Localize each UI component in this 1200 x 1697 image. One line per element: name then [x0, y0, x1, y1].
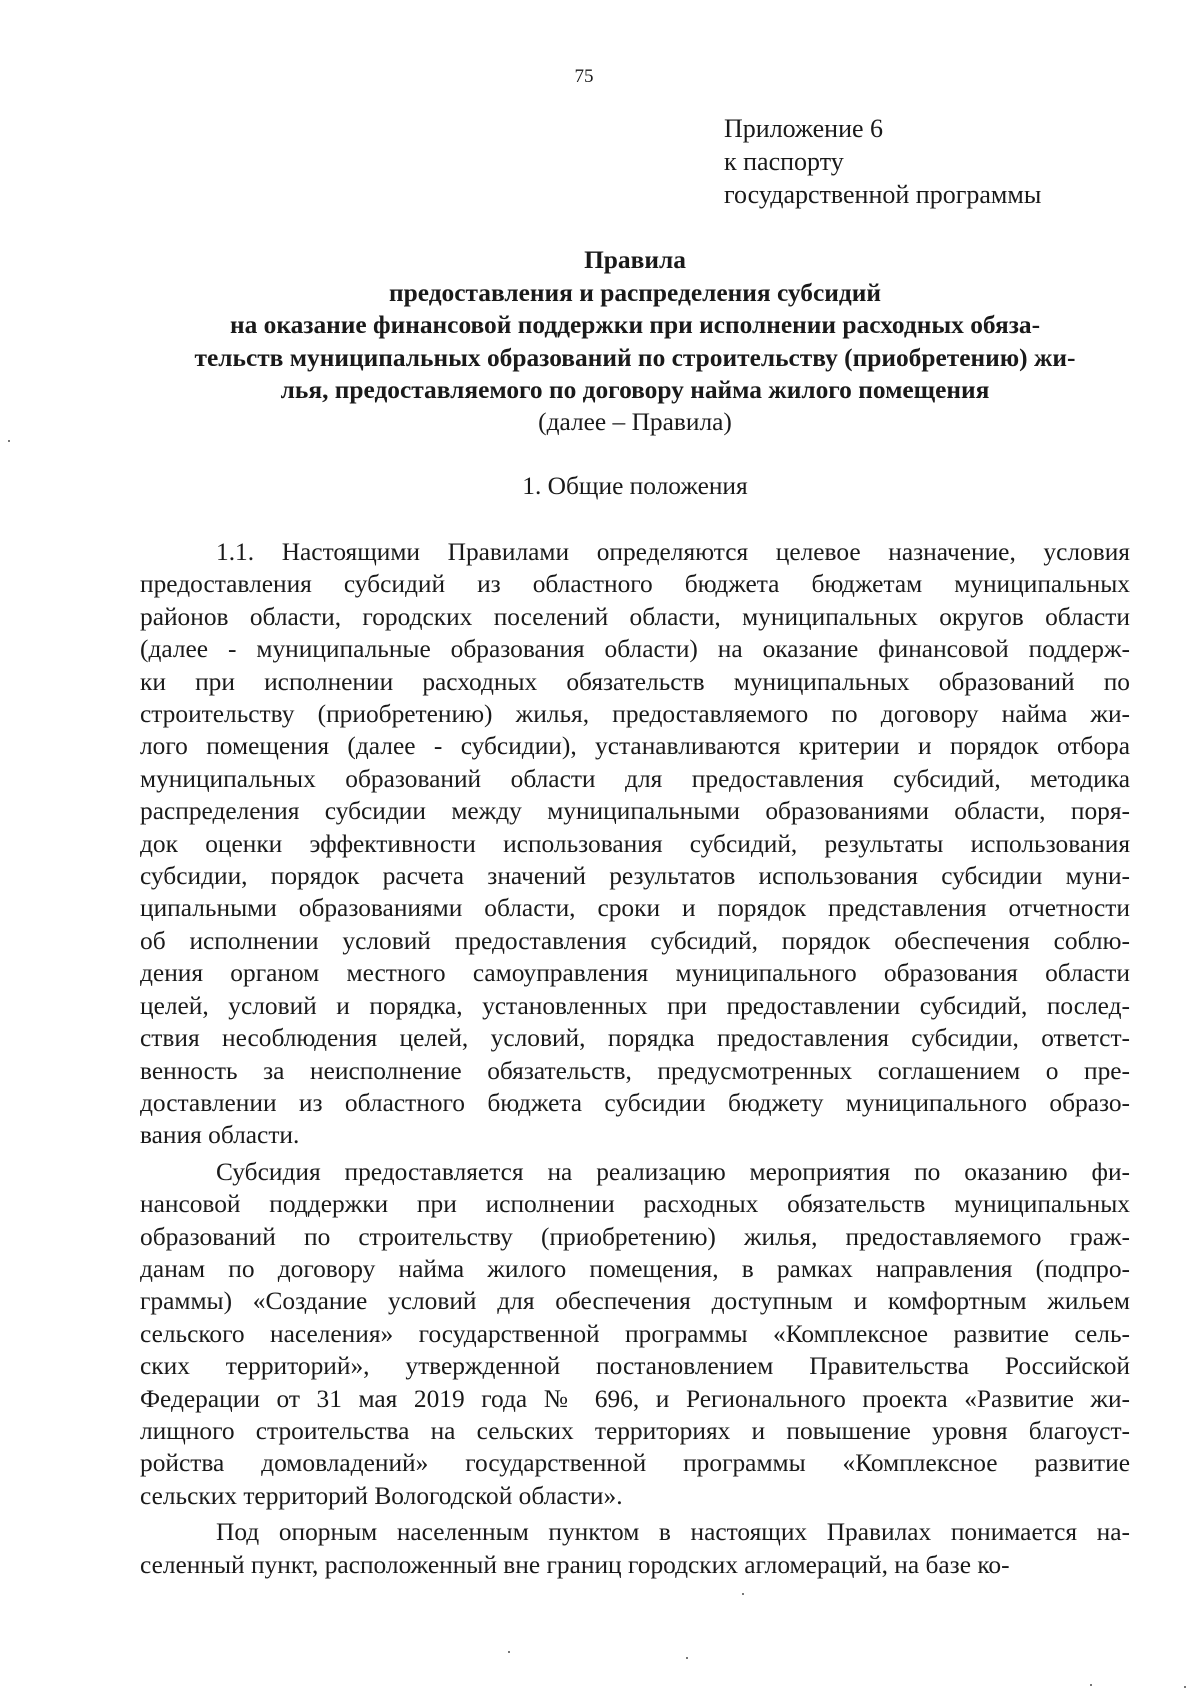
paragraph-line: сельских территорий Вологодской области». — [140, 1481, 623, 1510]
paragraph-line: ских территорий», утвержденной постановлением Правительства Российской — [140, 1352, 1130, 1381]
paragraph-line: лого помещения (далее - субсидии), устанавливаются критерии и порядок отбора — [140, 732, 1130, 761]
appendix-line: к паспорту — [724, 147, 844, 176]
paragraph-line: 1.1. Настоящими Правилами определяются целевое назначение, условия — [216, 538, 1130, 566]
paragraph-line: ствия несоблюдения целей, условий, порядка предоставления субсидии, ответст- — [140, 1024, 1130, 1053]
paragraph-line: распределения субсидии между муниципальными образованиями области, поря- — [140, 797, 1130, 826]
scan-speck — [508, 1651, 510, 1653]
title-line: предоставления и распределения субсидий — [389, 278, 881, 307]
document-title — [140, 244, 1130, 407]
scan-speck — [8, 440, 10, 442]
section-heading: 1. Общие положения — [522, 472, 748, 500]
paragraph-line: Федерации от 31 мая 2019 года № 696, и Регионального проекта «Развитие жи- — [140, 1384, 1130, 1413]
paragraph-line: предоставления субсидий из областного бюджета бюджетам муниципальных — [140, 570, 1130, 599]
scan-speck — [1184, 1686, 1186, 1688]
paragraph-line: док оценки эффективности использования субсидий, результаты использования — [140, 829, 1130, 858]
paragraph — [140, 1516, 1130, 1581]
paragraph-line: районов области, городских поселений области, муниципальных округов области — [140, 602, 1130, 631]
paragraph-line: дения органом местного самоуправления муниципального образования области — [140, 959, 1130, 988]
page-number: 75 — [574, 66, 594, 87]
scan-speck — [1090, 1684, 1092, 1686]
paragraph-line: Субсидия предоставляется на реализацию мероприятия по оказанию фи- — [216, 1157, 1130, 1186]
title-line: лья, предоставляемого по договору найма жилого помещения — [280, 376, 990, 404]
paragraph-line: граммы) «Создание условий для обеспечения доступным и комфортным жильем — [140, 1287, 1130, 1316]
scan-speck — [742, 1593, 744, 1595]
appendix-line: Приложение 6 — [724, 114, 884, 143]
appendix-line: государственной программы — [724, 180, 1042, 209]
paragraph-line: субсидии, порядок расчета значений результатов использования субсидии муни- — [140, 862, 1130, 891]
title-line: тельств муниципальных образований по строительству (приобретению) жи- — [194, 343, 1076, 372]
body-text — [140, 536, 1130, 1581]
paragraph-line: муниципальных образований области для предоставления субсидий, методика — [140, 764, 1130, 793]
paragraph-line: ципальными образованиями области, сроки и порядок представления отчетности — [140, 894, 1130, 923]
appendix-note — [724, 112, 1164, 211]
paragraph-line: лищного строительства на сельских территориях и повышение уровня благоуст- — [140, 1416, 1130, 1445]
paragraph — [140, 1156, 1130, 1512]
paragraph-line: образований по строительству (приобретению) жилья, предоставляемого граж- — [140, 1222, 1130, 1251]
scan-speck — [686, 1657, 688, 1659]
paragraph-line: Под опорным населенным пунктом в настоящих Правилах понимается на- — [216, 1518, 1130, 1547]
paragraph-line: об исполнении условий предоставления субсидий, порядок обеспечения соблю- — [140, 926, 1130, 955]
paragraph-line: венность за неисполнение обязательств, предусмотренных соглашением о пре- — [140, 1056, 1130, 1085]
paragraph-line: (далее - муниципальные образования области) на оказание финансовой поддерж- — [140, 635, 1130, 664]
paragraph-line: ройства домовладений» государственной программы «Комплексное развитие — [140, 1449, 1130, 1478]
paragraph-line: сельского населения» государственной программы «Комплексное развитие сель- — [140, 1319, 1130, 1348]
paragraph-line: нансовой поддержки при исполнении расходных обязательств муниципальных — [140, 1190, 1130, 1219]
paragraph-line: данам по договору найма жилого помещения, в рамках направления (подпро- — [140, 1254, 1130, 1283]
paragraph-line: целей, условий и порядка, установленных при предоставлении субсидий, послед- — [140, 991, 1130, 1020]
paragraph-line: ки при исполнении расходных обязательств муниципальных образований по — [140, 667, 1130, 696]
paragraph — [140, 536, 1130, 1152]
paragraph-line: строительству (приобретению) жилья, предоставляемого по договору найма жи- — [140, 700, 1130, 729]
title-line: Правила — [584, 246, 686, 274]
paragraph-line: селенный пункт, расположенный вне границ городских агломераций, на базе ко- — [140, 1550, 1010, 1579]
paragraph-line: доставлении из областного бюджета субсидии бюджету муниципального образо- — [140, 1088, 1130, 1117]
title-line: на оказание финансовой поддержки при исполнении расходных обяза- — [229, 311, 1041, 339]
paragraph-line: вания области. — [140, 1121, 300, 1150]
document-subtitle: (далее – Правила) — [538, 408, 732, 436]
